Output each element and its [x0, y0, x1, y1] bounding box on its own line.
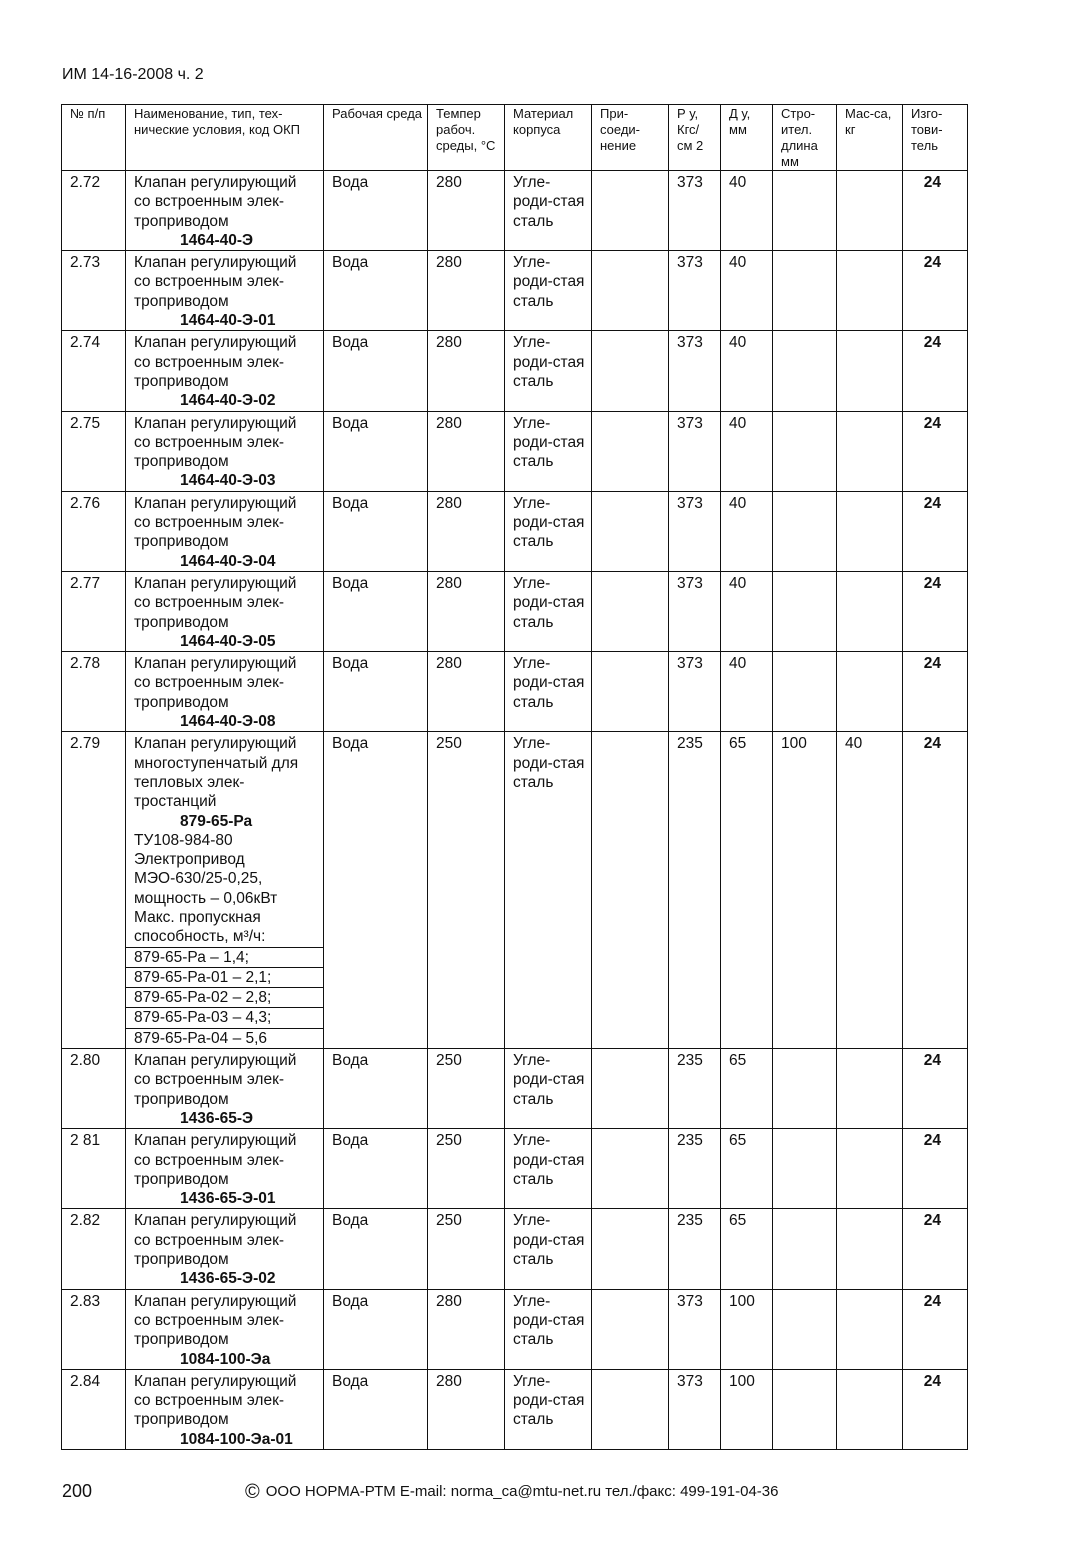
cell-medium: Вода	[324, 652, 428, 732]
cell-connection	[592, 491, 669, 571]
valve-name: Клапан регулирующий со встроенным элек-троприводом	[134, 1292, 297, 1349]
cell-material: Угле-роди-стая сталь	[505, 1129, 592, 1209]
table-row	[62, 1049, 968, 1129]
cell-temp: 250	[428, 732, 505, 1049]
cell-manufacturer: 24	[903, 1369, 968, 1449]
page-number: 200	[62, 1481, 93, 1501]
cell-connection	[592, 732, 669, 1049]
cell-num: 2.79	[62, 732, 126, 1049]
capacity-item: 879-65-Ра – 1,4;	[126, 947, 323, 967]
cell-num: 2.75	[62, 411, 126, 491]
cell-length	[773, 1209, 837, 1289]
cell-connection	[592, 1209, 669, 1289]
cell-mass	[837, 171, 903, 251]
cell-num: 2.76	[62, 491, 126, 571]
cell-length: 100	[773, 732, 837, 1049]
cell-pressure: 373	[669, 331, 721, 411]
cell-medium: Вода	[324, 1209, 428, 1289]
valve-name: Клапан регулирующий со встроенным элек-троприводом	[134, 174, 297, 230]
cell-length	[773, 331, 837, 411]
table-row	[62, 411, 968, 491]
table-row	[62, 652, 968, 732]
valve-code: 1464-40-Э	[180, 231, 254, 249]
valve-name: Клапан регулирующий со встроенным элек-троприводом	[134, 1212, 297, 1269]
cell-connection	[592, 571, 669, 651]
capacity-item: 879-65-Ра-04 – 5,6	[126, 1028, 323, 1048]
cell-material: Угле-роди-стая сталь	[505, 491, 592, 571]
cell-num: 2.84	[62, 1369, 126, 1449]
cell-medium: Вода	[324, 732, 428, 1049]
cell-dn: 65	[721, 1209, 773, 1289]
header-mass: Мас-са, кг	[837, 105, 903, 171]
cell-medium: Вода	[324, 1289, 428, 1369]
header-pressure: Р у, Кгс/ см 2	[669, 105, 721, 171]
cell-length	[773, 411, 837, 491]
cell-connection	[592, 1049, 669, 1129]
cell-mass	[837, 1129, 903, 1209]
cell-dn: 65	[721, 1129, 773, 1209]
valve-name: Клапан регулирующий многоступенчатый для тепловых элек-тростанций	[134, 735, 299, 811]
cell-length	[773, 1049, 837, 1129]
cell-dn: 40	[721, 571, 773, 651]
table-row	[62, 1289, 968, 1369]
capacity-item: 879-65-Ра-03 – 4,3;	[126, 1007, 323, 1027]
cell-dn: 65	[721, 732, 773, 1049]
valve-code: 1464-40-Э-02	[180, 392, 276, 410]
cell-manufacturer: 24	[903, 1289, 968, 1369]
cell-manufacturer: 24	[903, 171, 968, 251]
cell-num: 2.80	[62, 1049, 126, 1129]
cell-temp: 250	[428, 1209, 505, 1289]
cell-pressure: 373	[669, 1369, 721, 1449]
table-row	[62, 732, 968, 1049]
valve-name: Клапан регулирующий со встроенным элек-троприводом	[134, 254, 297, 310]
cell-pressure: 235	[669, 732, 721, 1049]
cell-length	[773, 491, 837, 571]
cell-dn: 40	[721, 331, 773, 411]
header-connection: При-соеди-нение	[592, 105, 669, 171]
cell-mass	[837, 1049, 903, 1129]
cell-length	[773, 171, 837, 251]
cell-connection	[592, 331, 669, 411]
cell-material: Угле-роди-стая сталь	[505, 171, 592, 251]
header-dn: Д у, мм	[721, 105, 773, 171]
cell-medium: Вода	[324, 411, 428, 491]
valve-spec-table	[61, 104, 968, 1450]
publisher-text: ООО НОРМА-РТМ E-mail: norma_ca@mtu-net.ru тел./факс: 499-191-04-36	[265, 1483, 779, 1500]
cell-manufacturer: 24	[903, 1209, 968, 1289]
valve-code: 1464-40-Э-01	[180, 312, 276, 330]
cell-pressure: 373	[669, 251, 721, 331]
cell-material: Угле-роди-стая сталь	[505, 1049, 592, 1129]
header-material: Материал корпуса	[505, 105, 592, 171]
cell-material: Угле-роди-стая сталь	[505, 251, 592, 331]
valve-extra-info: ТУ108-984-80 Электропривод МЭО-630/25-0,25, мощность – 0,06кВт Макс. пропускная способность, м³/ч:	[134, 831, 278, 946]
valve-code: 1436-65-Э	[180, 1109, 254, 1127]
cell-name	[126, 411, 324, 491]
valve-code: 1464-40-Э-05	[180, 632, 276, 650]
cell-material: Угле-роди-стая сталь	[505, 571, 592, 651]
valve-code: 1436-65-Э-02	[180, 1270, 276, 1288]
cell-length	[773, 571, 837, 651]
copyright-icon: ©	[245, 1481, 260, 1503]
valve-name: Клапан регулирующий со встроенным элек-троприводом	[134, 334, 297, 390]
cell-pressure: 235	[669, 1049, 721, 1129]
cell-connection	[592, 1129, 669, 1209]
cell-connection	[592, 652, 669, 732]
valve-name: Клапан регулирующий со встроенным элек-троприводом	[134, 1132, 297, 1188]
cell-mass	[837, 411, 903, 491]
cell-temp: 280	[428, 251, 505, 331]
valve-name: Клапан регулирующий со встроенным элек-троприводом	[134, 414, 297, 471]
table-header-row	[62, 105, 968, 171]
table-row	[62, 1209, 968, 1289]
cell-pressure: 373	[669, 1289, 721, 1369]
valve-code: 879-65-Ра	[180, 812, 253, 830]
cell-pressure: 373	[669, 171, 721, 251]
cell-connection	[592, 251, 669, 331]
cell-manufacturer: 24	[903, 331, 968, 411]
cell-num: 2.74	[62, 331, 126, 411]
cell-medium: Вода	[324, 1049, 428, 1129]
cell-connection	[592, 1369, 669, 1449]
cell-name	[126, 171, 324, 251]
cell-num: 2.73	[62, 251, 126, 331]
cell-mass	[837, 331, 903, 411]
cell-material: Угле-роди-стая сталь	[505, 732, 592, 1049]
cell-temp: 250	[428, 1049, 505, 1129]
cell-pressure: 235	[669, 1129, 721, 1209]
cell-name	[126, 732, 324, 1049]
cell-material: Угле-роди-стая сталь	[505, 1369, 592, 1449]
table-row	[62, 571, 968, 651]
cell-mass	[837, 652, 903, 732]
cell-name	[126, 1369, 324, 1449]
valve-code: 1084-100-Эа-01	[180, 1430, 293, 1448]
cell-mass	[837, 1209, 903, 1289]
cell-manufacturer: 24	[903, 1129, 968, 1209]
cell-name	[126, 1129, 324, 1209]
cell-num: 2.77	[62, 571, 126, 651]
cell-manufacturer: 24	[903, 571, 968, 651]
valve-name: Клапан регулирующий со встроенным элек-троприводом	[134, 574, 297, 631]
cell-mass	[837, 491, 903, 571]
table-row	[62, 1129, 968, 1209]
cell-pressure: 373	[669, 411, 721, 491]
cell-dn: 100	[721, 1369, 773, 1449]
cell-temp: 250	[428, 1129, 505, 1209]
cell-medium: Вода	[324, 171, 428, 251]
cell-num: 2.83	[62, 1289, 126, 1369]
cell-dn: 40	[721, 411, 773, 491]
cell-name	[126, 331, 324, 411]
cell-name	[126, 652, 324, 732]
cell-length	[773, 1289, 837, 1369]
cell-manufacturer: 24	[903, 251, 968, 331]
cell-material: Угле-роди-стая сталь	[505, 652, 592, 732]
cell-mass	[837, 1369, 903, 1449]
cell-pressure: 373	[669, 491, 721, 571]
cell-medium: Вода	[324, 491, 428, 571]
cell-name	[126, 491, 324, 571]
cell-dn: 40	[721, 652, 773, 732]
valve-code: 1084-100-Эа	[180, 1350, 271, 1368]
document-id: ИМ 14-16-2008 ч. 2	[62, 66, 204, 83]
valve-name: Клапан регулирующий со встроенным элек-троприводом	[134, 655, 297, 711]
cell-pressure: 373	[669, 571, 721, 651]
cell-mass	[837, 1289, 903, 1369]
cell-medium: Вода	[324, 331, 428, 411]
cell-connection	[592, 171, 669, 251]
cell-material: Угле-роди-стая сталь	[505, 1209, 592, 1289]
cell-manufacturer: 24	[903, 652, 968, 732]
valve-name: Клапан регулирующий со встроенным элек-троприводом	[134, 1052, 297, 1108]
cell-temp: 280	[428, 171, 505, 251]
cell-temp: 280	[428, 331, 505, 411]
cell-name	[126, 1289, 324, 1369]
cell-length	[773, 1129, 837, 1209]
cell-mass: 40	[837, 732, 903, 1049]
cell-temp: 280	[428, 571, 505, 651]
cell-name	[126, 1049, 324, 1129]
cell-length	[773, 251, 837, 331]
cell-medium: Вода	[324, 1129, 428, 1209]
cell-temp: 280	[428, 1289, 505, 1369]
valve-code: 1436-65-Э-01	[180, 1190, 276, 1208]
cell-material: Угле-роди-стая сталь	[505, 411, 592, 491]
cell-name	[126, 571, 324, 651]
cell-connection	[592, 1289, 669, 1369]
cell-medium: Вода	[324, 571, 428, 651]
cell-num: 2.82	[62, 1209, 126, 1289]
cell-name	[126, 251, 324, 331]
cell-material: Угле-роди-стая сталь	[505, 331, 592, 411]
cell-pressure: 373	[669, 652, 721, 732]
header-length: Стро-ител. длина мм	[773, 105, 837, 171]
cell-connection	[592, 411, 669, 491]
cell-medium: Вода	[324, 1369, 428, 1449]
cell-temp: 280	[428, 491, 505, 571]
cell-num: 2.78	[62, 652, 126, 732]
table-row	[62, 331, 968, 411]
header-num: № п/п	[62, 105, 126, 171]
cell-dn: 40	[721, 251, 773, 331]
cell-num: 2.72	[62, 171, 126, 251]
cell-material: Угле-роди-стая сталь	[505, 1289, 592, 1369]
header-name: Наименование, тип, тех-нические условия, код ОКП	[126, 105, 324, 171]
valve-name: Клапан регулирующий со встроенным элек-троприводом	[134, 494, 297, 551]
cell-dn: 40	[721, 491, 773, 571]
valve-code: 1464-40-Э-03	[180, 472, 276, 490]
cell-dn: 65	[721, 1049, 773, 1129]
cell-manufacturer: 24	[903, 732, 968, 1049]
cell-length	[773, 652, 837, 732]
capacity-item: 879-65-Ра-02 – 2,8;	[126, 987, 323, 1007]
cell-num: 2 81	[62, 1129, 126, 1209]
cell-dn: 40	[721, 171, 773, 251]
cell-pressure: 235	[669, 1209, 721, 1289]
cell-name	[126, 1209, 324, 1289]
header-medium: Рабочая среда	[324, 105, 428, 171]
valve-name: Клапан регулирующий со встроенным элек-троприводом	[134, 1372, 297, 1429]
cell-dn: 100	[721, 1289, 773, 1369]
table-row	[62, 171, 968, 251]
capacity-item: 879-65-Ра-01 – 2,1;	[126, 967, 323, 987]
cell-manufacturer: 24	[903, 1049, 968, 1129]
cell-manufacturer: 24	[903, 491, 968, 571]
publisher-info	[245, 1481, 779, 1504]
cell-mass	[837, 571, 903, 651]
cell-temp: 280	[428, 411, 505, 491]
cell-length	[773, 1369, 837, 1449]
capacity-list	[134, 947, 317, 1048]
cell-temp: 280	[428, 1369, 505, 1449]
table-row	[62, 1369, 968, 1449]
cell-medium: Вода	[324, 251, 428, 331]
valve-code: 1464-40-Э-08	[180, 713, 276, 731]
table-row	[62, 251, 968, 331]
header-manufacturer: Изго-тови-тель	[903, 105, 968, 171]
table-row	[62, 491, 968, 571]
header-temp: Темпер рабоч. среды, °С	[428, 105, 505, 171]
cell-mass	[837, 251, 903, 331]
valve-code: 1464-40-Э-04	[180, 552, 276, 570]
cell-manufacturer: 24	[903, 411, 968, 491]
cell-temp: 280	[428, 652, 505, 732]
